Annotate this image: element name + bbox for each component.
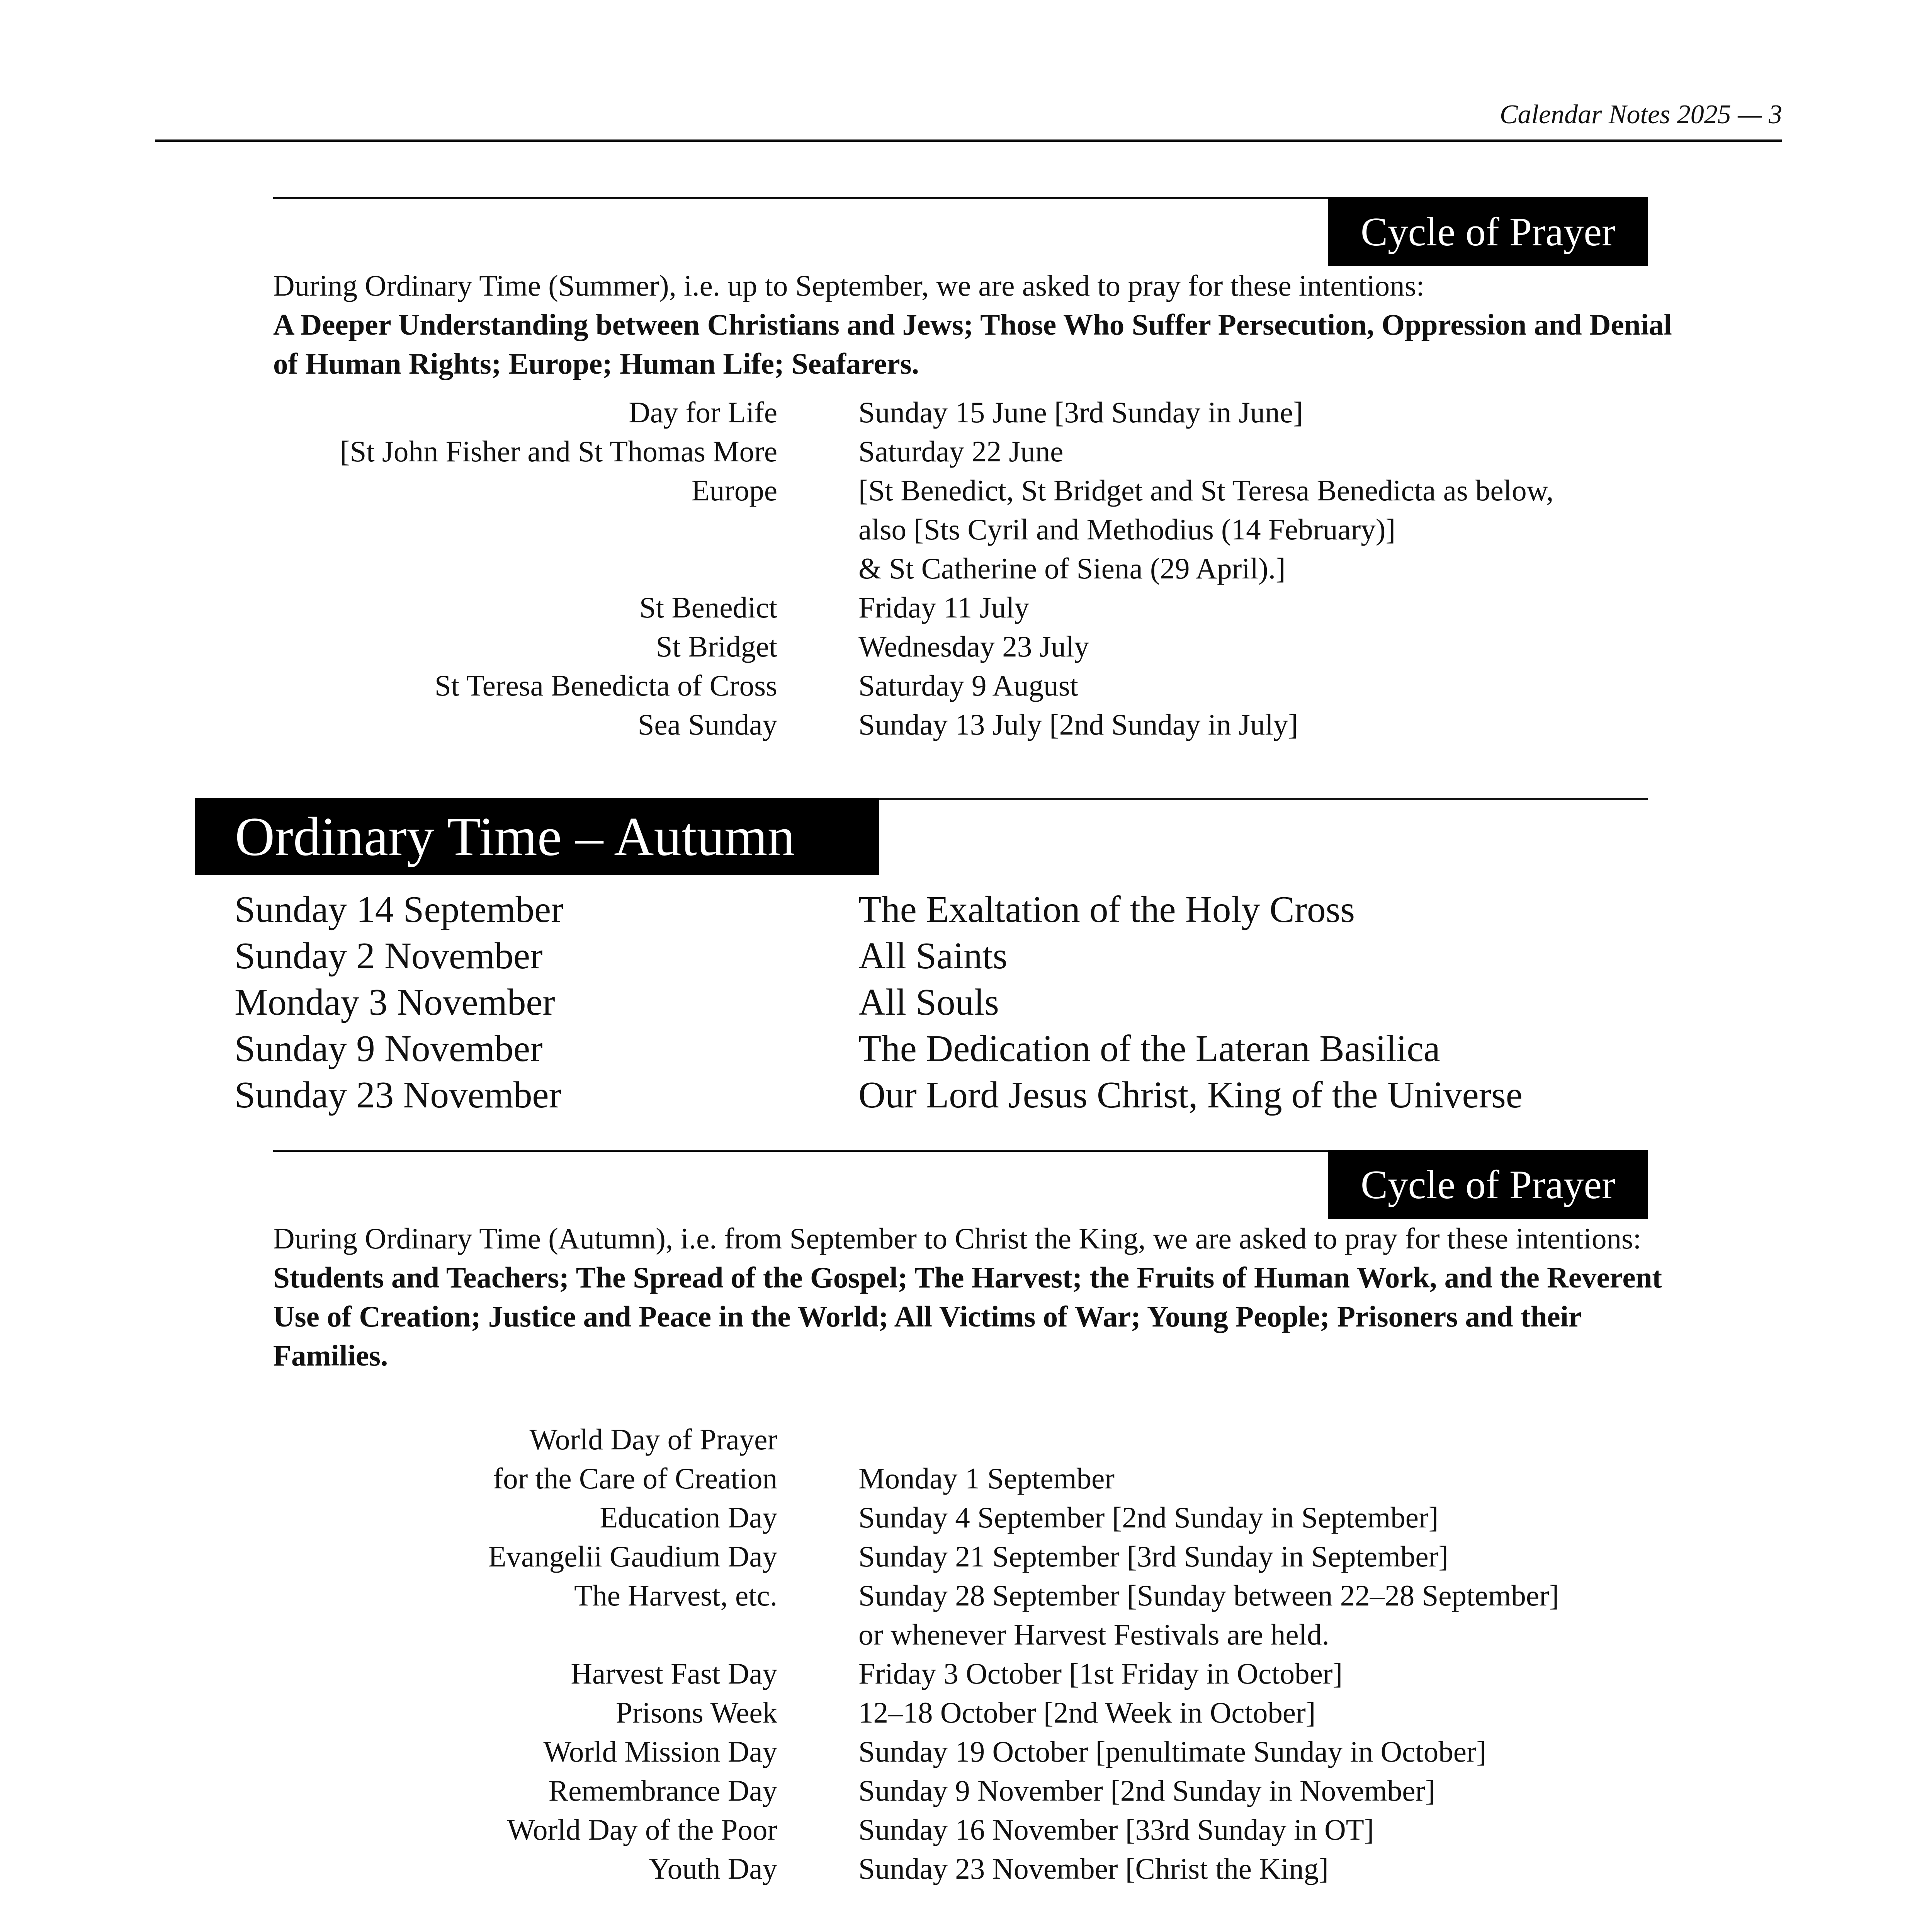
prayer-date: or whenever Harvest Festivals are held. [858, 1618, 1329, 1651]
prayer-date: [St Benedict, St Bridget and St Teresa Benedicta as below, [858, 474, 1554, 507]
feast-date: Sunday 23 November [235, 1074, 561, 1116]
prayer-name: Day for Life [629, 396, 777, 429]
prayer-name: Remembrance Day [548, 1774, 777, 1807]
prayer-name: Prisons Week [615, 1696, 777, 1729]
prayer-name: St Benedict [639, 591, 777, 624]
prayer-date: Sunday 13 July [2nd Sunday in July] [858, 708, 1298, 741]
autumn-prayer-intro: During Ordinary Time (Autumn), i.e. from September to Christ the King, we are asked to pray for these intentions: [273, 1222, 1642, 1255]
feast-date: Monday 3 November [235, 981, 555, 1023]
feast-date: Sunday 9 November [235, 1028, 543, 1069]
prayer-date: Saturday 9 August [858, 669, 1078, 702]
feast-date: Sunday 14 September [235, 889, 564, 930]
prayer-date: Friday 3 October [1st Friday in October] [858, 1657, 1343, 1690]
prayer-name: World Day of Prayer [529, 1423, 777, 1456]
prayer-date: Sunday 15 June [3rd Sunday in June] [858, 396, 1303, 429]
prayer-name: Education Day [600, 1501, 777, 1534]
prayer-name: [St John Fisher and St Thomas More [340, 435, 777, 468]
prayer-date: Saturday 22 June [858, 435, 1064, 468]
prayer-date: Sunday 19 October [penultimate Sunday in October] [858, 1735, 1487, 1768]
prayer-date: Sunday 9 November [2nd Sunday in November] [858, 1774, 1435, 1807]
prayer-name: Evangelii Gaudium Day [488, 1540, 777, 1573]
feast-name: The Dedication of the Lateran Basilica [858, 1028, 1440, 1069]
header-rule [155, 139, 1782, 142]
prayer-date: Sunday 23 November [Christ the King] [858, 1852, 1329, 1885]
cycle-of-prayer-label: Cycle of Prayer [1328, 1150, 1648, 1219]
prayer-name: St Teresa Benedicta of Cross [434, 669, 777, 702]
prayer-name: for the Care of Creation [493, 1462, 777, 1495]
summer-prayer-intentions: A Deeper Understanding between Christians and Jews; Those Who Suffer Persecution, Oppression and Denial of Human Rights; Europe; Human Life; Seafarers. [273, 308, 1672, 380]
prayer-name: Harvest Fast Day [571, 1657, 777, 1690]
prayer-name: Youth Day [649, 1852, 777, 1885]
prayer-date: Friday 11 July [858, 591, 1030, 624]
prayer-date: Sunday 21 September [3rd Sunday in September] [858, 1540, 1448, 1573]
page-header: Calendar Notes 2025 — 3 [1499, 100, 1782, 129]
prayer-date: Sunday 28 September [Sunday between 22–28 September] [858, 1579, 1559, 1612]
prayer-name: World Mission Day [543, 1735, 777, 1768]
cycle-of-prayer-label: Cycle of Prayer [1328, 197, 1648, 266]
feast-date: Sunday 2 November [235, 935, 543, 976]
prayer-name: St Bridget [656, 630, 777, 663]
prayer-date: Monday 1 September [858, 1462, 1115, 1495]
summer-prayer-text [273, 266, 1676, 383]
prayer-date: & St Catherine of Siena (29 April).] [858, 552, 1286, 585]
prayer-date: 12–18 October [2nd Week in October] [858, 1696, 1316, 1729]
prayer-date: Wednesday 23 July [858, 630, 1089, 663]
prayer-date: Sunday 16 November [33rd Sunday in OT] [858, 1813, 1374, 1846]
feast-name: Our Lord Jesus Christ, King of the Universe [858, 1074, 1523, 1116]
autumn-prayer-intentions: Students and Teachers; The Spread of the Gospel; The Harvest; the Fruits of Human Work, and the Reverent Use of Creation; Justice and Peace in the World; All Victims of War; Young People; Prisoners and their Families. [273, 1261, 1662, 1372]
prayer-date: also [Sts Cyril and Methodius (14 February)] [858, 513, 1396, 546]
feast-name: All Souls [858, 981, 999, 1023]
section-title-autumn: Ordinary Time – Autumn [195, 798, 879, 875]
summer-prayer-intro: During Ordinary Time (Summer), i.e. up to September, we are asked to pray for these intentions: [273, 269, 1425, 302]
autumn-prayer-text [273, 1219, 1676, 1375]
feast-name: The Exaltation of the Holy Cross [858, 889, 1355, 930]
prayer-name: The Harvest, etc. [574, 1579, 777, 1612]
prayer-name: World Day of the Poor [507, 1813, 777, 1846]
feast-name: All Saints [858, 935, 1008, 976]
prayer-name: Europe [691, 474, 777, 507]
prayer-date: Sunday 4 September [2nd Sunday in September] [858, 1501, 1439, 1534]
prayer-name: Sea Sunday [637, 708, 777, 741]
